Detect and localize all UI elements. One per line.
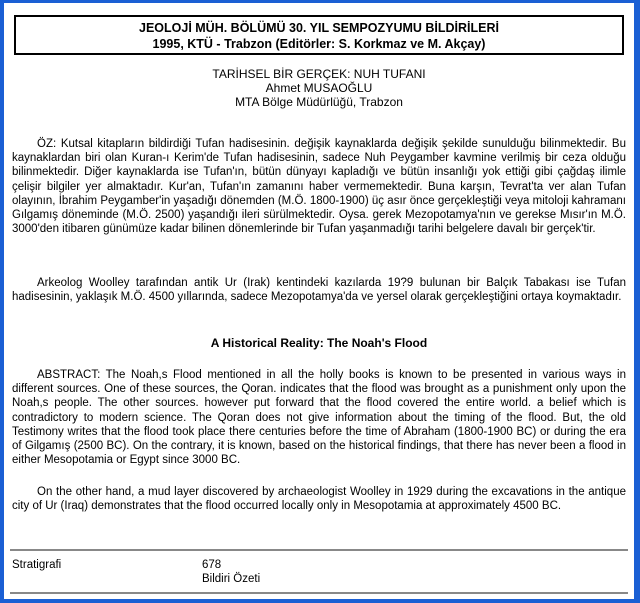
paper-title: TARİHSEL BİR GERÇEK: NUH TUFANI	[212, 67, 426, 81]
oz-paragraph-1: ÖZ: Kutsal kitapların bildirdiği Tufan hadisesinin. değişik kaynaklarda değişik şekilde sunulduğu bilinmektedir. Bu kaynaklardan biri olan Kuran-ı Kerim'de Tufan hadisesinin, sadece Nuh Peygamber kavmine verilmiş bir ceza olduğu bilinmektedir. Diğer kaynaklarda ise Tufan'ın, bütün dünyayı kapladığı ve bütün insanlığı yok ettiği gibi çağdaş ilimle çelişir bilgiler yer almaktadır. Kur'an, Tufan'ın zamanını haber vermemektedir. Buna karşın, Tevrat'ta ver alan Tufan olayının, İbrahim Peygamber'in yaşadığı dönemden (M.Ö. 1800-1900) üç asır önce gerçekleştiği veya mitoloji kahramanı Gılgamış döneminde (M.Ö. 2500) yaşandığı ileri sürülmektedir. Oysa. gerek Mezopotamya'nın ve gerekse Mısır'ın M.Ö. 3000'den itibaren günümüze kadar bilinen dönemlerinde bir Tufan yaşanmadığı tarihi belgelere davalı bir gerçek'tir.	[12, 138, 626, 236]
header-line-1: JEOLOJİ MÜH. BÖLÜMÜ 30. YIL SEMPOZYUMU BİLDİRİLERİ	[139, 21, 499, 35]
footer-section: Stratigrafi	[12, 559, 62, 571]
document-page	[4, 3, 634, 599]
header-line-2: 1995, KTÜ - Trabzon (Editörler: S. Korkmaz ve M. Akçay)	[152, 37, 486, 51]
footer-bottom-divider	[10, 592, 628, 594]
proceedings-header	[14, 15, 624, 55]
abstract-paragraph-2: On the other hand, a mud layer discovered by archaeologist Woolley in 1929 during the excavations in the antique city of Ur (Iraq) demonstrates that the flood occurred locally only in Mesopotamia at approximately 4500 BC.	[12, 486, 626, 513]
paper-affiliation: MTA Bölge Müdürlüğü, Trabzon	[235, 95, 403, 109]
footer-page-number: 678	[202, 559, 222, 571]
paper-title-block	[4, 67, 634, 109]
oz-paragraph-2: Arkeolog Woolley tarafından antik Ur (Irak) kentindeki kazılarda 19?9 bulunan bir Balçık Tabakası ise Tufan hadisesinin, yaklaşık M.Ö. 4500 yıllarında, sadece Mezopotamya'da ve yersel olarak gerçekleştiğini ortaya koymaktadır.	[12, 277, 626, 304]
abstract-paragraph-1: ABSTRACT: The Noah,s Flood mentioned in all the holly books is known to be presented in various ways in different sources. One of these sources, the Qoran. indicates that the flood was brought as a punishment only upon the Noah,s people. The other sources. however put forward that the flood covered the entire world. a belief which is contradictory to modern science. The Qoran does not give information about the timing of the flood. But, the old Testimony writes that the flood took place there centuries before the time of Abraham (1800-1900 BC) or during the era of Gilgamış (2500 BC). On the contrary, it is known, based on the historical findings, that there has never been a flood in either Mesopotamia or Egypt since 3000 BC.	[12, 369, 626, 467]
paper-author: Ahmet MUSAOĞLU	[265, 81, 373, 95]
footer-type: Bildiri Özeti	[202, 573, 261, 585]
footer-divider	[10, 549, 628, 551]
english-title: A Historical Reality: The Noah's Flood	[210, 336, 428, 350]
